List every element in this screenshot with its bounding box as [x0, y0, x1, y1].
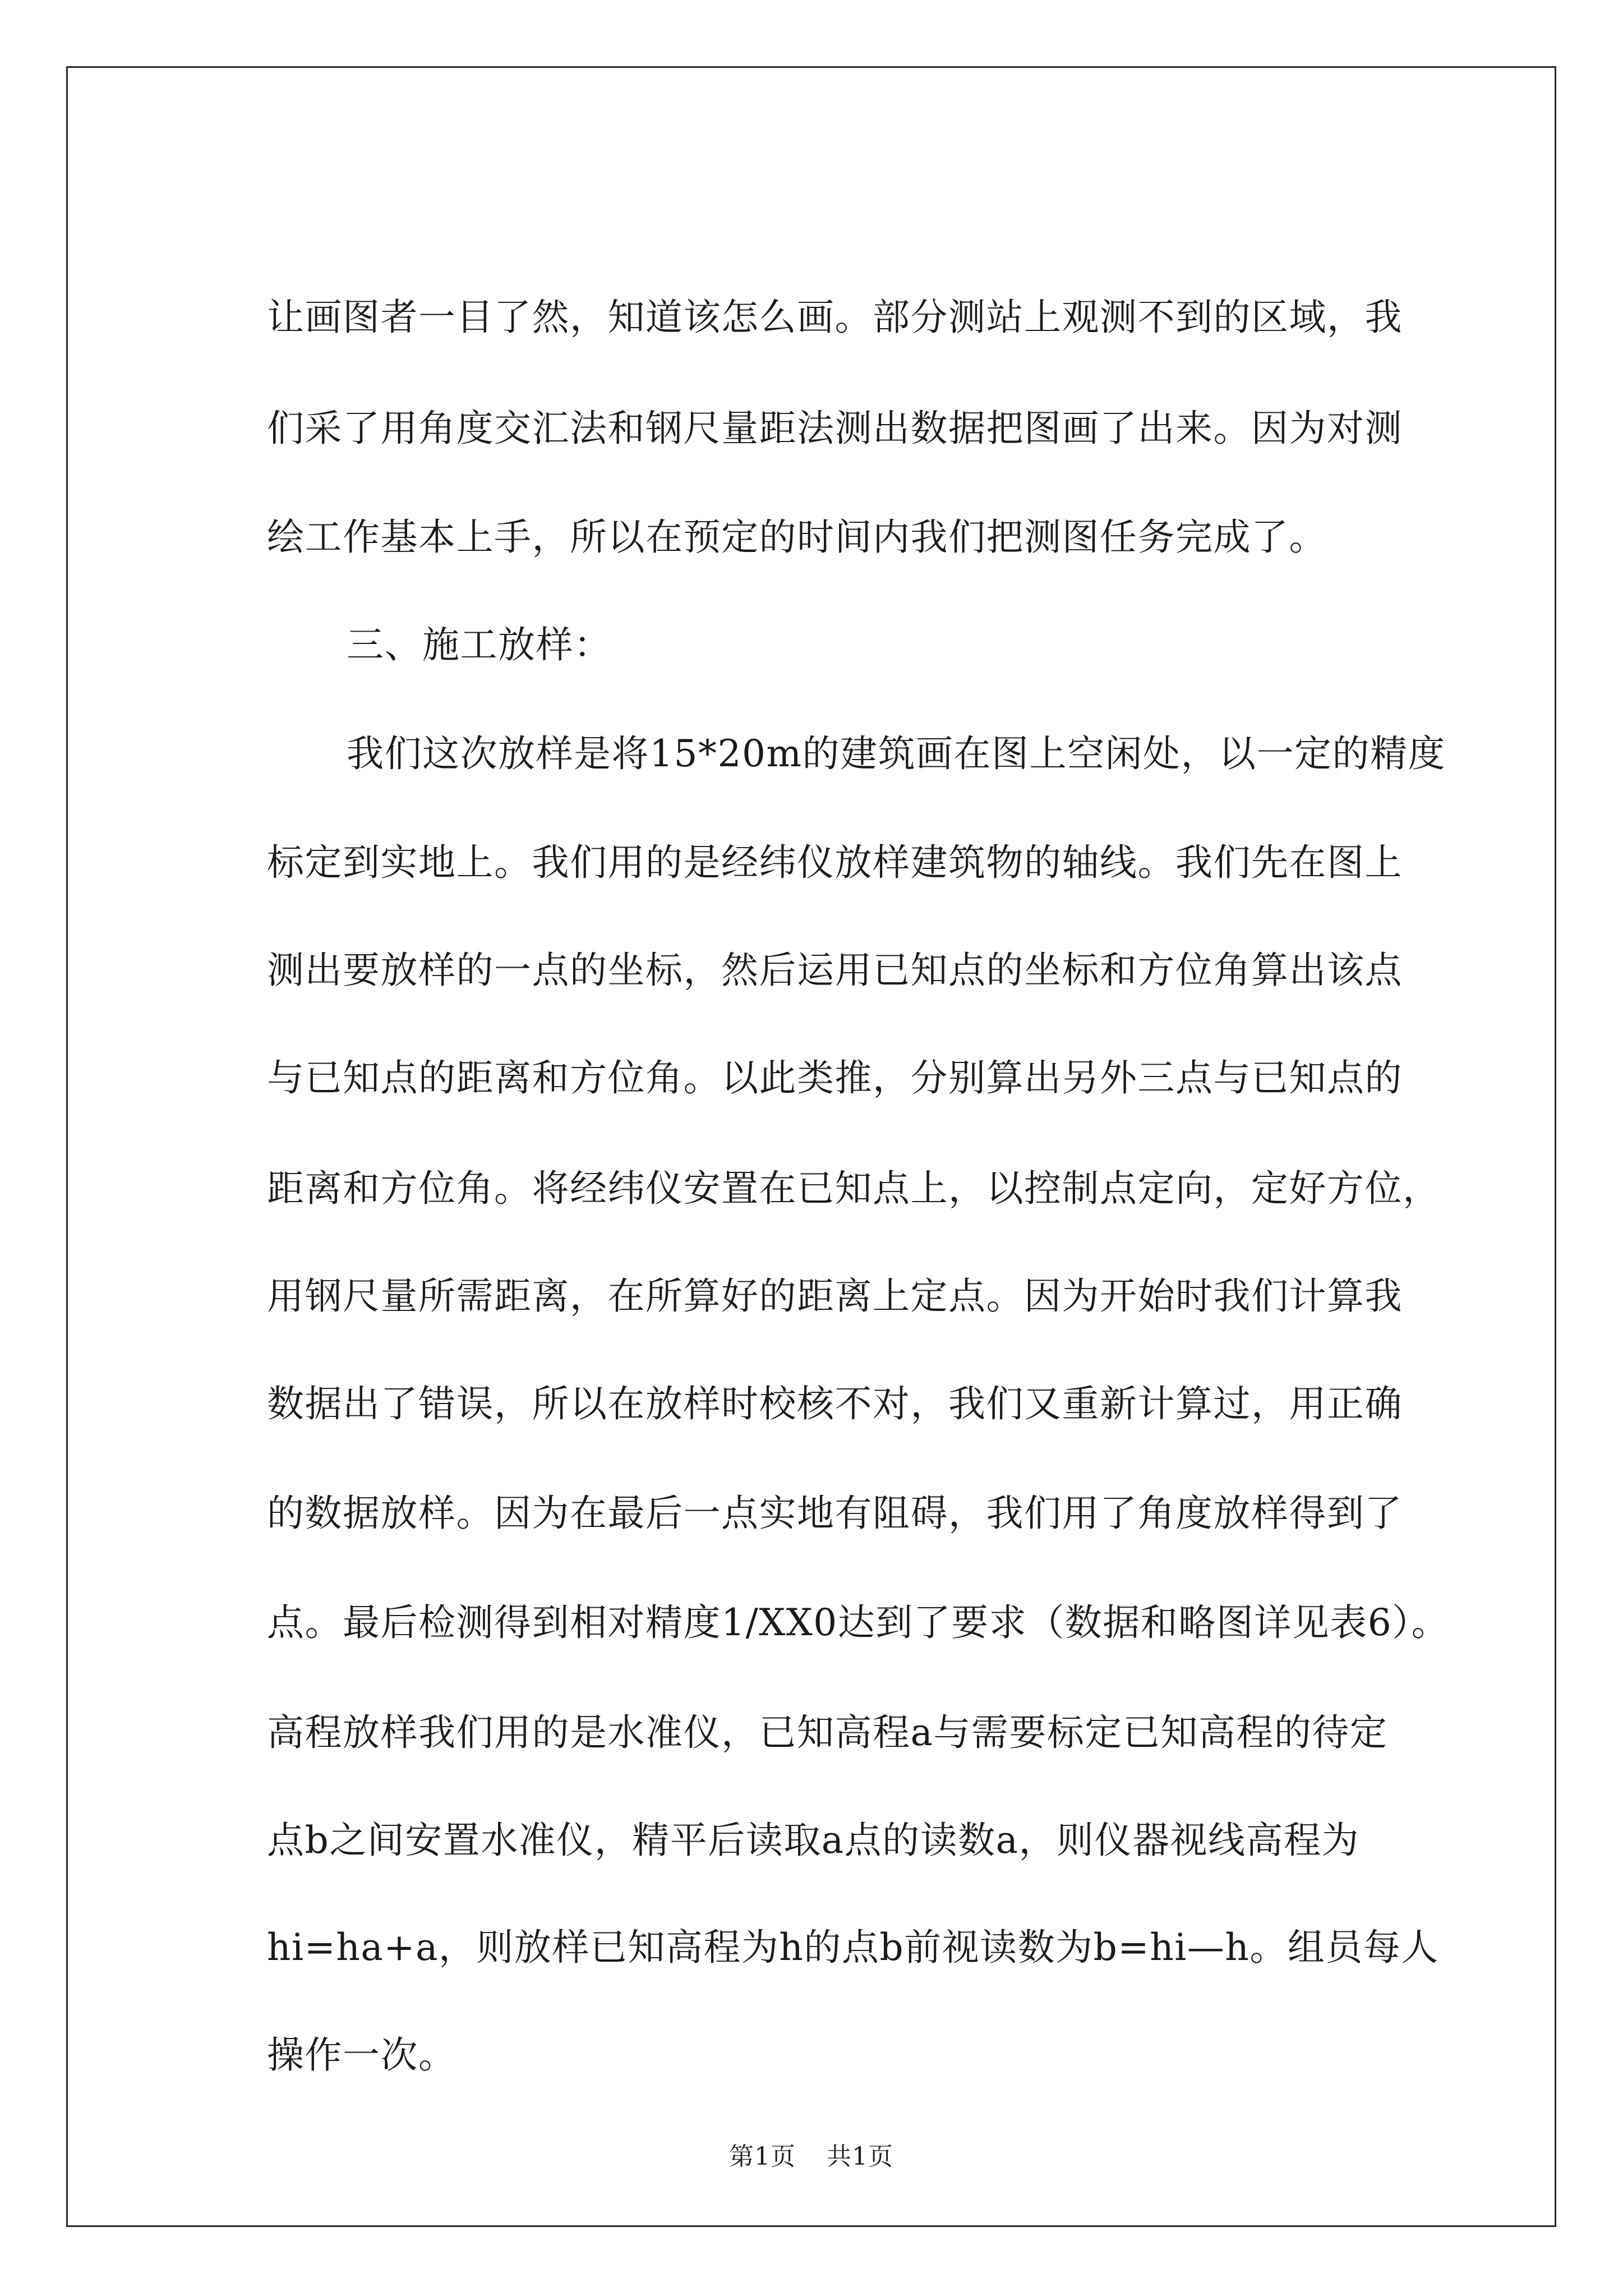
text-line: 距离和方位角。将经纬仪安置在已知点上，以控制点定向，定好方位，: [267, 1167, 1441, 1210]
text-line: 测出要放样的一点的坐标，然后运用已知点的坐标和方位角算出该点: [267, 949, 1403, 992]
text-line: 数据出了错误，所以在放样时校核不对，我们又重新计算过，用正确: [267, 1382, 1403, 1425]
text-line: 标定到实地上。我们用的是经纬仪放样建筑物的轴线。我们先在图上: [267, 841, 1403, 884]
section-heading: 三、施工放样：: [347, 623, 612, 666]
text-line: 高程放样我们用的是水准仪，已知高程a与需要标定已知高程的待定: [267, 1711, 1388, 1754]
text-line: 点b之间安置水准仪，精平后读取a点的读数a，则仪器视线高程为: [267, 1819, 1359, 1862]
text-line: 我们这次放样是将15*20m的建筑画在图上空闲处，以一定的精度: [347, 732, 1446, 775]
text-line: 与已知点的距离和方位角。以此类推，分别算出另外三点与已知点的: [267, 1056, 1403, 1099]
text-line: 操作一次。: [267, 2033, 457, 2077]
page-number: 第1页: [729, 2142, 796, 2171]
text-line: hi=ha+a，则放样已知高程为h的点b前视读数为b=hi—h。组员每人: [267, 1926, 1439, 1969]
text-line: 们采了用角度交汇法和钢尺量距法测出数据把图画了出来。因为对测: [267, 407, 1403, 450]
document-body: [68, 68, 1555, 2225]
text-line: 让画图者一目了然，知道该怎么画。部分测站上观测不到的区域，我: [267, 296, 1403, 339]
page-total: 共1页: [827, 2142, 893, 2171]
text-line: 点。最后检测得到相对精度1/XX0达到了要求（数据和略图详见表6）。: [267, 1601, 1450, 1644]
text-line: 用钢尺量所需距离，在所算好的距离上定点。因为开始时我们计算我: [267, 1274, 1403, 1318]
page-footer: [68, 2142, 1555, 2171]
text-line: 绘工作基本上手，所以在预定的时间内我们把测图任务完成了。: [267, 516, 1327, 559]
page-border: [66, 66, 1556, 2227]
text-line: 的数据放样。因为在最后一点实地有阻碍，我们用了角度放样得到了: [267, 1492, 1403, 1535]
